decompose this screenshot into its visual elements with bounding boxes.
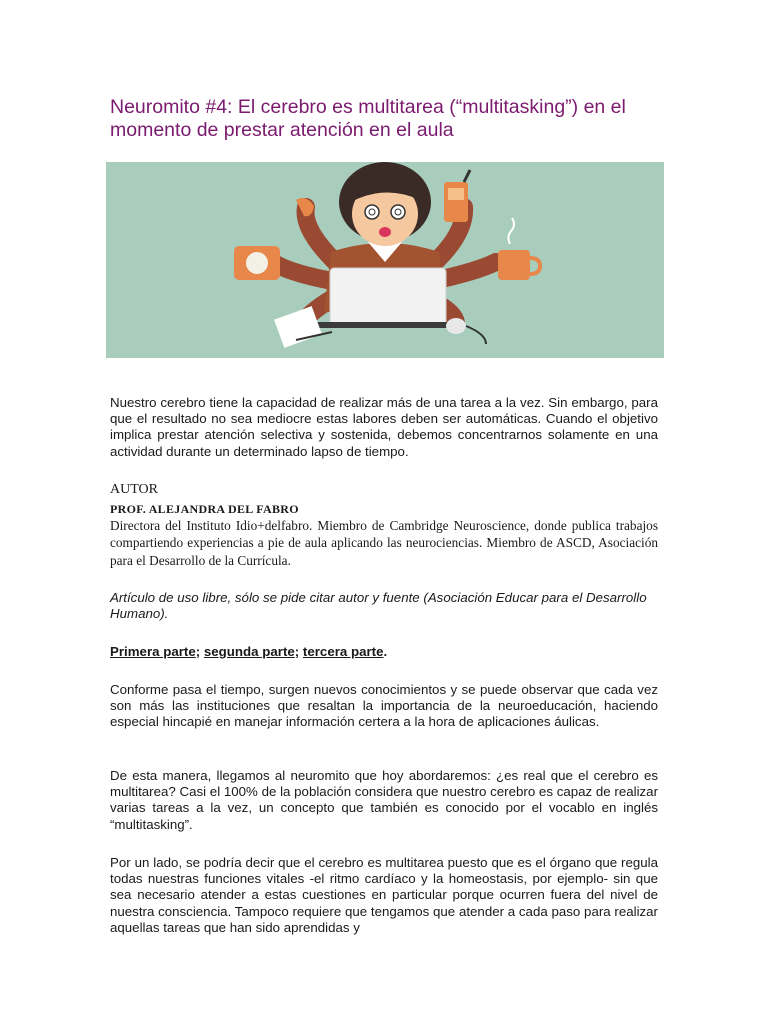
coffee-mug [498, 250, 530, 280]
parts-end: . [383, 644, 388, 659]
steam [508, 218, 514, 244]
link-primera-parte[interactable]: Primera parte [110, 644, 196, 659]
left-eye [365, 205, 379, 219]
parts-separator: ; [195, 644, 201, 659]
author-name: PROF. ALEJANDRA DEL FABRO [110, 502, 299, 516]
intro-paragraph: Nuestro cerebro tiene la capacidad de realizar más de una tarea a la vez. Sin embargo, para que el resultado no sea mediocre estas labores deben ser automáticas. Cuando el objetivo implica prestar atención selectiva y sostenida, debemos concentrarnos solamente en una actividad durante un determinado lapso de tiempo. [110, 395, 658, 459]
link-segunda-parte[interactable]: segunda parte [203, 644, 295, 659]
usage-note: Artículo de uso libre, sólo se pide citar autor y fuente (Asociación Educar para el Desarrollo Humano). [110, 590, 647, 622]
right-eye [391, 205, 405, 219]
body-paragraph-3: Por un lado, se podría decir que el cerebro es multitarea puesto que es el órgano que regula todas nuestras funciones vitales -el ritmo cardíaco y la homeostasis, por ejemplo- sin que sea necesario atender a estas cuestiones en particular porque ocurren fuera del nivel de nuestra consciencia. Tampoco requiere que tengamos que atender a cada paso para realizar aquellas tareas que han sido aprendidas y [110, 855, 658, 935]
cell-phone-screen [448, 188, 464, 200]
laptop-base [316, 322, 460, 328]
body-paragraph-2: De esta manera, llegamos al neuromito que hoy abordaremos: ¿es real que el cerebro es multitarea? Casi el 100% de la población considera que nuestro cerebro es capaz de realizar varias tareas a la vez, un concepto que también es conocido por el vocablo en inglés “multitasking”. [110, 768, 658, 832]
parts-separator: ; [294, 644, 300, 659]
body-paragraph-1: Conforme pasa el tiempo, surgen nuevos conocimientos y se puede observar que cada vez son más las instituciones que resaltan la importancia de la neuroeducación, haciendo especial hincapié en manejar información certera a la hora de aplicaciones áulicas. [110, 682, 658, 730]
multitasking-illustration [106, 162, 664, 358]
mouse-cable [466, 326, 486, 344]
computer-mouse [446, 318, 466, 334]
laptop [330, 268, 446, 326]
rotary-dial [246, 252, 268, 274]
link-tercera-parte[interactable]: tercera parte [302, 644, 384, 659]
author-heading: AUTOR [110, 482, 158, 497]
illustration-svg [106, 162, 664, 358]
article-title: Neuromito #4: El cerebro es multitarea (“multitasking”) en el momento de prestar atención en el aula [110, 96, 626, 141]
cell-antenna [464, 170, 470, 182]
author-bio: Directora del Instituto Idio+delfabro. Miembro de Cambridge Neuroscience, donde publica trabajos compartiendo experiencias a pie de aula aplicando las neurociencias. Miembro de ASCD, Asociación para el Desarrollo de la Currícula. [110, 518, 658, 568]
mouth [379, 227, 391, 237]
mug-handle [530, 258, 540, 274]
parts-links [110, 644, 658, 660]
